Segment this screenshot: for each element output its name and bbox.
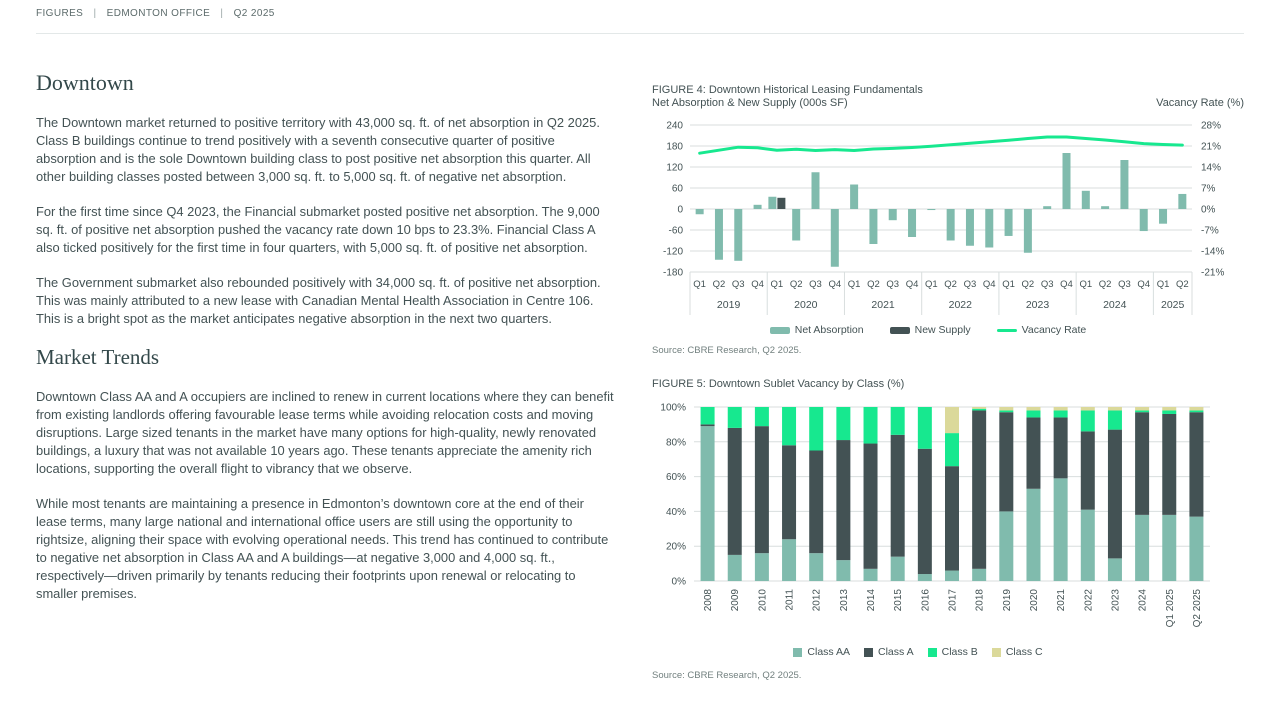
class-a-swatch-icon <box>864 648 873 657</box>
svg-text:2024: 2024 <box>1103 299 1127 311</box>
svg-text:Q1: Q1 <box>925 279 938 290</box>
breadcrumb-separator: | <box>220 8 224 19</box>
paragraph: The Government submarket also rebounded positively with 34,000 sq. ft. of positive net absorption. This was mainly attributed to a new lease with Canadian Mental Health Association in Centre 106. This is a bright spot as the market anticipates negative absorption in the next two quarters. <box>36 275 601 326</box>
svg-text:Q4: Q4 <box>1137 279 1151 290</box>
svg-text:Q3: Q3 <box>886 279 900 290</box>
svg-text:Q2: Q2 <box>944 279 957 290</box>
svg-text:0%: 0% <box>1201 204 1216 216</box>
svg-text:2015: 2015 <box>893 589 905 612</box>
legend-label: Net Absorption <box>794 324 864 336</box>
figure5-block <box>652 378 1244 681</box>
class-b-swatch-icon <box>928 648 937 657</box>
svg-text:60%: 60% <box>665 472 686 484</box>
paragraph: Downtown Class AA and A occupiers are inclined to renew in current locations where they can benefit from existing landlords offering favourable lease terms while avoiding relocation costs and moving disruptions. Large sized tenants in the market have many options for high-quality, newly renovated buildings, a luxury that was not available 10 years ago. These tenants appreciate the amenity rich locations, supporting the overall flight to vibrancy that we observe. <box>36 389 614 476</box>
article-column <box>36 70 614 620</box>
section-title-market-trends: Market Trends <box>36 345 160 369</box>
legend-item-class-aa <box>793 646 850 658</box>
legend-item-class-c <box>992 646 1043 658</box>
figure4-block <box>652 84 1244 356</box>
legend-label: Class A <box>878 646 914 658</box>
figure4-right-axis-label: Vacancy Rate (%) <box>1156 97 1244 109</box>
svg-text:Q4: Q4 <box>905 279 919 290</box>
svg-text:Q1 2025: Q1 2025 <box>1164 589 1176 628</box>
svg-text:2014: 2014 <box>866 589 878 612</box>
svg-text:0: 0 <box>677 204 683 216</box>
svg-text:2018: 2018 <box>974 589 986 612</box>
svg-text:2008: 2008 <box>703 589 715 612</box>
legend-item-class-b <box>928 646 978 658</box>
svg-text:2024: 2024 <box>1137 589 1149 612</box>
svg-text:Q1: Q1 <box>693 279 706 290</box>
section-title-downtown: Downtown <box>36 70 134 95</box>
svg-text:-180: -180 <box>662 267 683 279</box>
svg-text:2016: 2016 <box>920 589 932 612</box>
svg-text:Q2: Q2 <box>712 279 726 290</box>
svg-text:2010: 2010 <box>757 589 769 612</box>
svg-text:2020: 2020 <box>794 299 818 311</box>
svg-text:2022: 2022 <box>1083 589 1095 612</box>
svg-text:-7%: -7% <box>1201 225 1219 237</box>
figure4-chart <box>652 115 1244 317</box>
svg-text:2023: 2023 <box>1025 299 1050 311</box>
legend-item-vacancy-rate <box>997 324 1087 336</box>
svg-text:Q3: Q3 <box>1040 279 1054 290</box>
svg-text:60: 60 <box>671 183 683 195</box>
svg-text:Q1: Q1 <box>847 279 861 290</box>
legend-label: New Supply <box>914 324 971 336</box>
legend-item-new-supply <box>890 324 971 336</box>
svg-text:2021: 2021 <box>1056 589 1068 612</box>
svg-text:Q4: Q4 <box>751 279 764 290</box>
svg-text:Q2 2025: Q2 2025 <box>1191 589 1203 628</box>
svg-text:7%: 7% <box>1201 183 1216 195</box>
figures-column <box>652 84 1244 681</box>
legend-label: Class C <box>1005 646 1043 658</box>
figure4-source: Source: CBRE Research, Q2 2025. <box>652 345 802 356</box>
svg-text:Q1: Q1 <box>1002 279 1015 290</box>
net-absorption-swatch-icon <box>770 327 790 334</box>
breadcrumb-item-market: EDMONTON OFFICE <box>106 8 211 19</box>
svg-text:-21%: -21% <box>1201 267 1225 279</box>
figure5-source: Source: CBRE Research, Q2 2025. <box>652 670 802 681</box>
svg-text:Q3: Q3 <box>731 279 745 290</box>
svg-text:21%: 21% <box>1201 141 1222 153</box>
figure5-title: FIGURE 5: Downtown Sublet Vacancy by Class (%) <box>652 378 905 390</box>
svg-text:2009: 2009 <box>730 589 742 612</box>
svg-text:Q4: Q4 <box>1060 279 1073 290</box>
figure5-legend <box>652 646 1244 658</box>
svg-text:Q1: Q1 <box>1156 279 1170 290</box>
svg-text:2023: 2023 <box>1110 589 1122 612</box>
svg-text:-14%: -14% <box>1201 246 1225 258</box>
legend-item-net-absorption <box>770 324 864 336</box>
svg-text:Q2: Q2 <box>1021 279 1035 290</box>
breadcrumb-item-figures: FIGURES <box>36 8 84 19</box>
figure4-title: FIGURE 4: Downtown Historical Leasing Fundamentals <box>652 84 923 96</box>
class-c-swatch-icon <box>992 648 1001 657</box>
svg-text:120: 120 <box>666 162 683 174</box>
svg-text:40%: 40% <box>665 506 686 518</box>
svg-text:Q2: Q2 <box>867 279 880 290</box>
svg-text:80%: 80% <box>665 437 686 449</box>
svg-text:2021: 2021 <box>871 299 895 311</box>
svg-text:2025: 2025 <box>1161 299 1185 311</box>
legend-label: Vacancy Rate <box>1021 324 1087 336</box>
svg-text:Q2: Q2 <box>789 279 803 290</box>
svg-text:180: 180 <box>666 141 683 153</box>
svg-text:20%: 20% <box>665 541 686 553</box>
breadcrumb-item-quarter: Q2 2025 <box>233 8 275 19</box>
svg-text:-120: -120 <box>662 246 683 258</box>
svg-text:0%: 0% <box>671 576 686 588</box>
figure5-chart <box>652 399 1244 639</box>
figure4-left-axis-label: Net Absorption & New Supply (000s SF) <box>652 97 848 109</box>
svg-text:Q2: Q2 <box>1098 279 1112 290</box>
legend-item-class-a <box>864 646 914 658</box>
svg-text:14%: 14% <box>1201 162 1222 174</box>
svg-text:Q4: Q4 <box>828 279 842 290</box>
svg-text:2019: 2019 <box>716 299 741 311</box>
svg-text:Q2: Q2 <box>1176 279 1189 290</box>
paragraph: The Downtown market returned to positive territory with 43,000 sq. ft. of net absorption in Q2 2025. Class B buildings continue to trend positively with a seventh consecutive quarter of positive absorption and is the sole Downtown building class to post positive net absorption this quarter. All other building classes posted between 3,000 sq. ft. to 5,000 sq. ft. of negative net absorption. <box>36 115 600 184</box>
breadcrumb-separator: | <box>93 8 97 19</box>
legend-label: Class AA <box>807 646 851 658</box>
figure4-legend <box>652 324 1244 336</box>
svg-text:Q1: Q1 <box>770 279 784 290</box>
svg-text:28%: 28% <box>1201 120 1222 132</box>
svg-text:2020: 2020 <box>1028 589 1040 612</box>
svg-text:Q3: Q3 <box>809 279 822 290</box>
svg-text:Q4: Q4 <box>982 279 996 290</box>
svg-text:240: 240 <box>666 120 683 132</box>
svg-text:2011: 2011 <box>784 589 796 611</box>
breadcrumb <box>36 8 275 19</box>
svg-text:Q1: Q1 <box>1079 279 1093 290</box>
svg-text:2017: 2017 <box>947 589 959 612</box>
svg-text:2022: 2022 <box>948 299 972 311</box>
class-aa-swatch-icon <box>793 648 802 657</box>
vacancy-rate-swatch-icon <box>997 329 1017 332</box>
svg-text:Q3: Q3 <box>1118 279 1131 290</box>
paragraph: While most tenants are maintaining a presence in Edmonton’s downtown core at the end of their lease terms, many large national and international office users are still using the opportunity to rightsize, aligning their space with evolving operational needs. This trend has continued to contribute to negative net absorption in Class AA and A buildings—at negative 3,000 and 4,000 sq. ft., respectively—driven primarily by tenants reducing their footprints upon renewal or relocating to smaller premises. <box>36 496 609 601</box>
svg-text:100%: 100% <box>660 402 686 414</box>
svg-text:2012: 2012 <box>811 589 823 612</box>
legend-label: Class B <box>941 646 978 658</box>
paragraph: For the first time since Q4 2023, the Financial submarket posted positive net absorption. The 9,000 sq. ft. of positive net absorption pushed the vacancy rate down 10 bps to 23.3%. Financial Class A also ticked positively for the first time in four quarters, with 5,000 sq. ft. of positive net absorption. <box>36 204 600 255</box>
header-divider <box>36 33 1244 34</box>
svg-text:-60: -60 <box>668 225 683 237</box>
new-supply-swatch-icon <box>890 327 910 334</box>
svg-text:2019: 2019 <box>1001 589 1013 612</box>
svg-text:Q3: Q3 <box>963 279 977 290</box>
svg-text:2013: 2013 <box>838 589 850 612</box>
